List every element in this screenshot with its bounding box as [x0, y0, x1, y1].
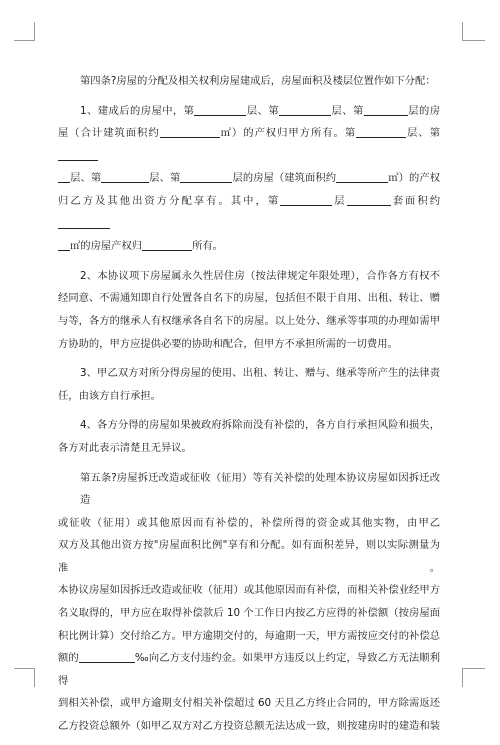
text: 层的房	[407, 104, 440, 117]
blank-field[interactable]	[347, 193, 391, 206]
text: 层、第	[331, 104, 364, 117]
article4-item2	[58, 265, 440, 355]
text-line: 与等，各方的继承人有权继承各自名下的房屋。以上处分、继承等事项的办理如需甲	[58, 314, 440, 327]
text-line: 积比例计算）交付给乙方。甲方逾期交付的，每逾期一天，甲方需按应交付的补偿总	[58, 629, 440, 642]
article4-item3	[58, 362, 440, 407]
blank-field[interactable]	[194, 103, 246, 116]
text-line: 方协助的，甲方应提供必要的协助和配合，但甲方不承担所需的一切费用。	[58, 337, 398, 350]
text-line: 第五条?房屋拆迁改造或征收（征用）等有关补偿的处理本协议房屋如因拆迁改造	[80, 471, 440, 507]
blank-field[interactable]	[180, 170, 232, 183]
blank-field[interactable]	[336, 170, 388, 183]
text: 所有。	[192, 240, 223, 253]
blank-field[interactable]	[280, 193, 332, 206]
text: 层	[332, 194, 347, 207]
text-line: 乙方投资总额外（如甲乙双方对乙方投资总额无法达成一致，则按建房时的建造和装	[58, 720, 440, 733]
text-line: 名义取得的，甲方应在取得补偿款后 10 个工作日内按乙方应得的补偿额（按房屋面	[58, 607, 440, 620]
blank-field[interactable]	[58, 238, 70, 251]
article4-item1	[58, 100, 440, 258]
text: 层、第	[406, 127, 441, 140]
article5	[58, 467, 440, 738]
crop-mark-bottom-right	[462, 668, 485, 687]
text: 1、建成后的房屋中，第	[80, 104, 195, 117]
text: 层的房屋（建筑面积约	[232, 172, 337, 185]
crop-mark-bottom-left	[14, 668, 35, 687]
text-line: 双方及其他出资方按"房屋面积比例"享有和分配。如有面积差异，则以实际测量为准。	[58, 539, 440, 574]
blank-field[interactable]	[58, 216, 110, 229]
text-line: 2、本协议项下房屋属永久性居住房（按法律规定年限处理），合作各方有权不	[80, 269, 440, 282]
text-line: 4、各方分得的房屋如果被政府拆除而没有补偿的，各方自行承担风险和损失，	[80, 419, 440, 432]
text-line: 到相关补偿，或甲方逾期支付相关补偿超过 60 天且乙方终止合同的，甲方除需返还	[58, 697, 440, 710]
blank-field[interactable]	[101, 170, 149, 183]
text: ㎡）的产权	[388, 172, 441, 185]
text: 层、第	[70, 172, 102, 185]
text: 套面积约	[390, 194, 441, 207]
blank-field[interactable]	[160, 125, 220, 138]
blank-field[interactable]	[279, 103, 331, 116]
text-line: 经同意、不需通知即自行处置各自名下的房屋，包括但不限于自用、出租、转让、赠	[58, 292, 440, 305]
blank-field[interactable]	[364, 103, 408, 116]
text-line: 各方对此表示清楚且无异议。	[58, 441, 192, 454]
blank-field[interactable]	[356, 125, 406, 138]
article4-item4	[58, 414, 440, 459]
text: 层、第	[246, 104, 280, 117]
text: 层、第	[149, 172, 181, 185]
text: 屋（合计建筑面积约	[58, 127, 160, 140]
text: 额的	[58, 652, 79, 665]
article4-heading: 第四条?房屋的分配及相关权利房屋建成后，房屋面积及楼层位置作如下分配：	[80, 75, 436, 87]
text: ‰向乙方支付违约金。如果甲方违反以上约定，导致乙方无法顺利得	[58, 652, 440, 687]
blank-field[interactable]	[79, 650, 135, 663]
document-body	[58, 70, 440, 745]
text: ㎡的房屋产权归	[70, 240, 143, 253]
crop-mark-top-left	[14, 22, 35, 41]
text-line: 任，由该方自行承担。	[58, 389, 161, 402]
crop-mark-top-right	[462, 22, 485, 41]
text-line: 3、甲乙双方对所分得房屋的使用、出租、转让、赠与、继承等所产生的法律责	[80, 367, 440, 380]
text-line: 本协议房屋如因拆迁改造或征收（征用）或其他原因而有补偿，而相关补偿业经甲方	[58, 584, 440, 597]
text: ㎡）的产权归甲方所有。第	[219, 127, 357, 140]
text: 归乙方及其他出资方分配享有。其中，第	[58, 194, 281, 207]
blank-field[interactable]	[58, 170, 70, 183]
blank-field[interactable]	[58, 148, 98, 161]
text-line: 或征收（征用）或其他原因而有补偿的，补偿所得的资金或其他实物，由甲乙	[58, 516, 440, 529]
blank-field[interactable]	[142, 238, 192, 251]
